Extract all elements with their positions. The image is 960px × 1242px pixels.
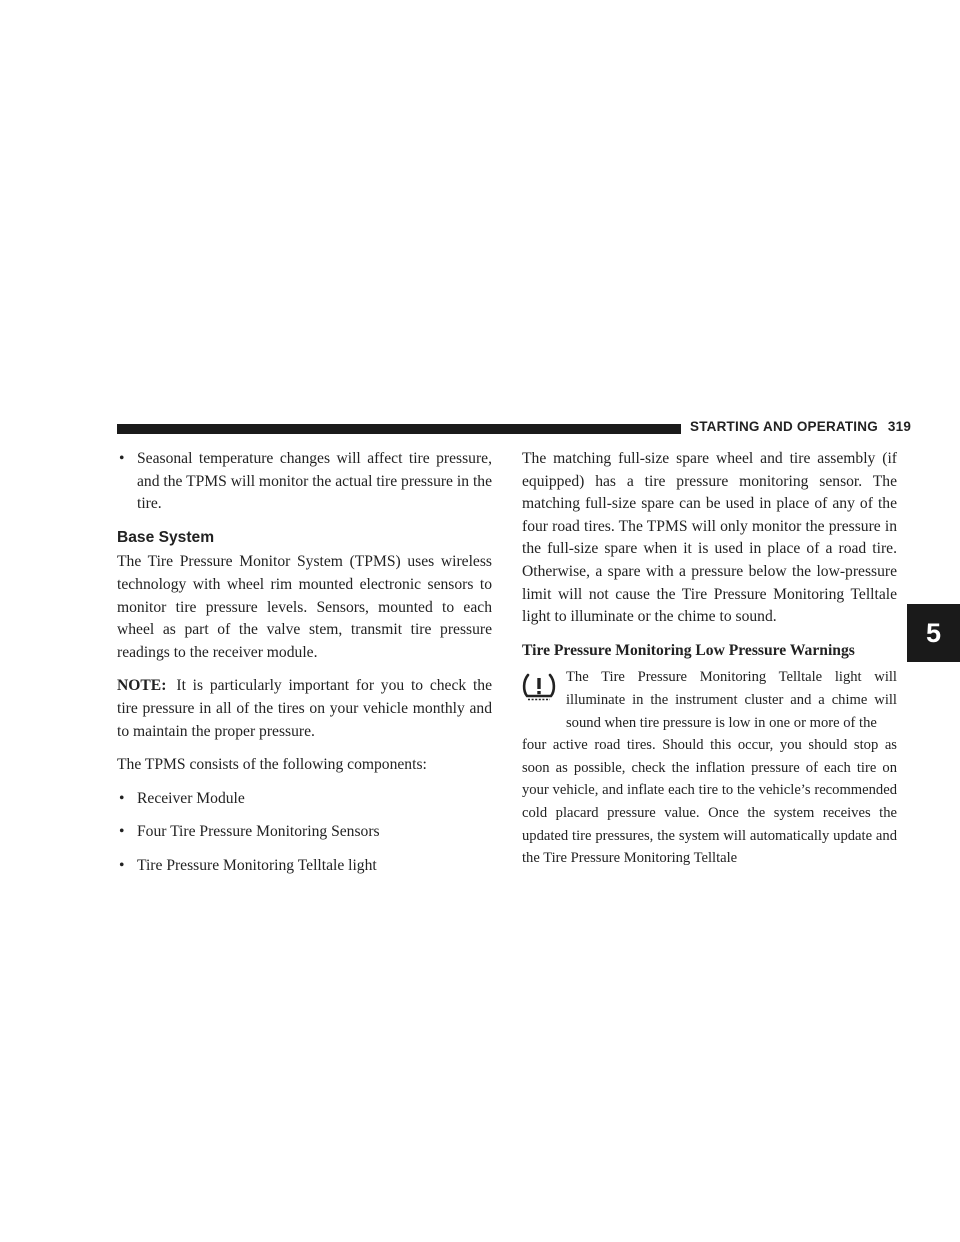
list-item — [117, 788, 492, 811]
bullet-icon: • — [119, 789, 125, 807]
section-heading: Base System — [117, 528, 215, 546]
note-text: It is particularly important for you to check the tire pressure in all of the tires on your vehicle monthly and to maintain the proper pressure. — [117, 677, 492, 740]
note-label: NOTE: — [117, 677, 167, 695]
paragraph: The TPMS consists of the following components: — [117, 756, 427, 774]
subsection-heading: Tire Pressure Monitoring Low Pressure Warnings — [522, 641, 855, 659]
chapter-tab: 5 — [907, 604, 960, 662]
warning-block — [522, 666, 897, 869]
bullet-text: Seasonal temperature changes will affect tire pressure, and the TPMS will monitor the actual tire pressure in the tire. — [137, 450, 492, 513]
left-column — [117, 448, 492, 889]
list-item — [117, 448, 492, 516]
bullet-icon: • — [119, 856, 125, 874]
header-rule — [117, 424, 681, 434]
running-header — [690, 419, 911, 434]
list-item — [117, 821, 492, 844]
right-column — [522, 448, 897, 870]
warning-text-continuation: four active road tires. Should this occur, you should stop as soon as possible, check the inflation pressure of each tire on your vehicle, and inflate each tire to the vehicle’s recommended cold placard pressure value. Once the system receives the updated tire pressures, the system will automatically update and the Tire Pressure Monitoring Telltale — [522, 737, 897, 867]
tire-pressure-warning-icon — [522, 672, 556, 702]
bullet-icon: • — [119, 823, 125, 841]
warning-text-indented: The Tire Pressure Monitoring Telltale light will illuminate in the instrument cluster and a chime will sound when tire pressure is low in one or more of the — [566, 669, 897, 731]
paragraph: The Tire Pressure Monitor System (TPMS) uses wireless technology with wheel rim mounted electronic sensors to monitor tire pressure levels. Sensors, mounted to each wheel as part of the valve stem, transmit tire pressure readings to the receiver module. — [117, 553, 492, 661]
page-number: 319 — [887, 419, 912, 434]
note-paragraph — [117, 675, 492, 743]
bullet-text: Tire Pressure Monitoring Telltale light — [137, 856, 377, 874]
section-title: STARTING AND OPERATING — [690, 419, 878, 434]
list-item — [117, 855, 492, 878]
bullet-icon: • — [119, 450, 125, 467]
bullet-text: Receiver Module — [137, 789, 245, 807]
paragraph: The matching full-size spare wheel and tire assembly (if equipped) has a tire pressure monitoring sensor. The matching full-size spare can be used in place of any of the four road tires. The TPMS will only monitor the pressure in the full-size spare when it is used in place of a road tire. Otherwise, a spare with a pressure below the low-pressure limit will not cause the Tire Pressure Monitoring Telltale light to illuminate or the chime to sound. — [522, 450, 897, 626]
bullet-text: Four Tire Pressure Monitoring Sensors — [137, 823, 380, 841]
